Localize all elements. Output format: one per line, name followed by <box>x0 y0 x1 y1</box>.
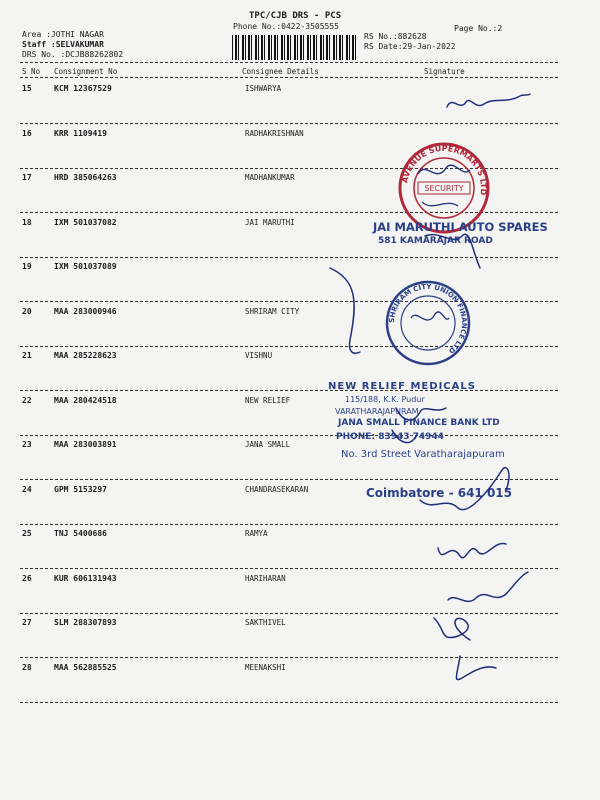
column-consignment: Consignment No <box>54 67 118 76</box>
signature-row-25 <box>438 543 506 557</box>
row-consignment-number: MAA 280424518 <box>54 395 117 405</box>
row-consignment-number: MAA 283003891 <box>54 440 117 449</box>
row-sno: 28 <box>22 662 32 672</box>
row-consignment-number: SLM 288307893 <box>54 618 117 627</box>
row-sno: 15 <box>22 84 32 93</box>
row-consignee-name: SAKTHIVEL <box>245 618 286 627</box>
row-sno: 16 <box>22 128 32 138</box>
row-sno: 24 <box>22 484 32 494</box>
row-consignment-number: KUR 606131943 <box>54 573 117 583</box>
signature-row-22-23 <box>392 408 446 443</box>
row-sno: 22 <box>22 395 32 405</box>
phone-number: Phone No.:0422-3505555 <box>233 22 339 31</box>
row-sno: 27 <box>22 618 32 627</box>
staff-label: Staff :SELVAKUMAR <box>22 40 104 49</box>
row-consignee-name: JANA SMALL <box>245 440 291 449</box>
row-consignment-number: MAA 283000946 <box>54 306 117 316</box>
row-consignment-number: HRD 385064263 <box>54 173 117 182</box>
row-consignee-name: MADHANKUMAR <box>245 173 295 182</box>
signature-row-28 <box>456 656 496 680</box>
row-consignee-name: MEENAKSHI <box>245 662 286 672</box>
row-consignment-number: TNJ 5400686 <box>54 529 107 538</box>
row-sno: 17 <box>22 173 32 182</box>
signature-row-24 <box>420 468 509 510</box>
row-consignee-name: RAMYA <box>245 529 268 538</box>
jai-maruthi-stamp-name: JAI MARUTHI AUTO SPARES <box>373 220 548 234</box>
signature-row-15 <box>447 94 530 107</box>
row-consignee-name: HARIHARAN <box>245 573 286 583</box>
row-sno: 23 <box>22 440 32 449</box>
row-consignee-name: CHANDRASEKARAN <box>245 484 309 494</box>
rs-number: RS No.:882628 <box>364 32 427 41</box>
jana-bank-stamp-city: Coimbatore - 641 015 <box>366 486 513 500</box>
drs-number: DRS No. :DCJB88262802 <box>22 50 124 59</box>
row-consignee-name: ISHWARYA <box>245 84 282 93</box>
document-title: TPC/CJB DRS - PCS <box>249 11 342 21</box>
new-relief-stamp-address: 115/188, K.K. Pudur <box>345 395 425 404</box>
row-sno: 26 <box>22 573 32 583</box>
jana-bank-stamp-phone: PHONE: 83943 74944 <box>336 432 444 442</box>
jai-maruthi-stamp-address: 581 KAMARAJAR ROAD <box>378 236 493 246</box>
jana-bank-stamp-address: No. 3rd Street Varatharajapuram <box>341 449 505 460</box>
row-consignment-number: IXM 501037082 <box>54 217 117 227</box>
shriram-ring-text: SHRIRAM CITY UNION FINANCE LTD <box>387 282 469 355</box>
new-relief-stamp-name: NEW RELIEF MEDICALS <box>328 381 476 392</box>
signature-row-27 <box>434 618 470 640</box>
row-sno: 19 <box>22 262 32 271</box>
column-sno: S No <box>22 67 41 76</box>
column-consignee: Consignee Details <box>242 67 319 76</box>
row-consignee-name: SHRIRAM CITY <box>245 306 300 316</box>
row-consignment-number: KRR 1109419 <box>54 128 107 138</box>
area-label: Area :JOTHI NAGAR <box>22 30 104 39</box>
row-consignment-number: IXM 501037089 <box>54 262 117 271</box>
row-consignment-number: GPM 5153297 <box>54 484 107 494</box>
column-signature: Signature <box>424 67 465 76</box>
row-consignee-name: RADHAKRISHNAN <box>245 128 304 138</box>
signature-row-26 <box>448 572 528 601</box>
row-consignee-name: NEW RELIEF <box>245 395 291 405</box>
row-consignment-number: MAA 285228623 <box>54 351 117 360</box>
row-sno: 21 <box>22 351 32 360</box>
rs-date: RS Date:29-Jan-2022 <box>364 42 456 51</box>
row-consignee-name: VISHNU <box>245 351 273 360</box>
page-number: Page No.:2 <box>454 24 503 33</box>
new-relief-stamp-area: VARATHARAJAPURAM <box>335 407 419 416</box>
supermart-center-text: SECURITY <box>424 184 464 193</box>
row-consignment-number: MAA 562885525 <box>54 662 117 672</box>
row-sno: 20 <box>22 306 32 316</box>
row-consignment-number: KCM 12367529 <box>54 84 112 93</box>
signature-row-20 <box>330 268 360 353</box>
supermart-ring-text: AVENUE SUPERMARTS LTD <box>400 143 489 196</box>
jana-bank-stamp-name: JANA SMALL FINANCE BANK LTD <box>338 418 500 428</box>
row-sno: 25 <box>22 529 32 538</box>
signature-row-18 <box>425 234 480 268</box>
row-sno: 18 <box>22 217 32 227</box>
row-consignee-name: JAI MARUTHI <box>245 217 295 227</box>
